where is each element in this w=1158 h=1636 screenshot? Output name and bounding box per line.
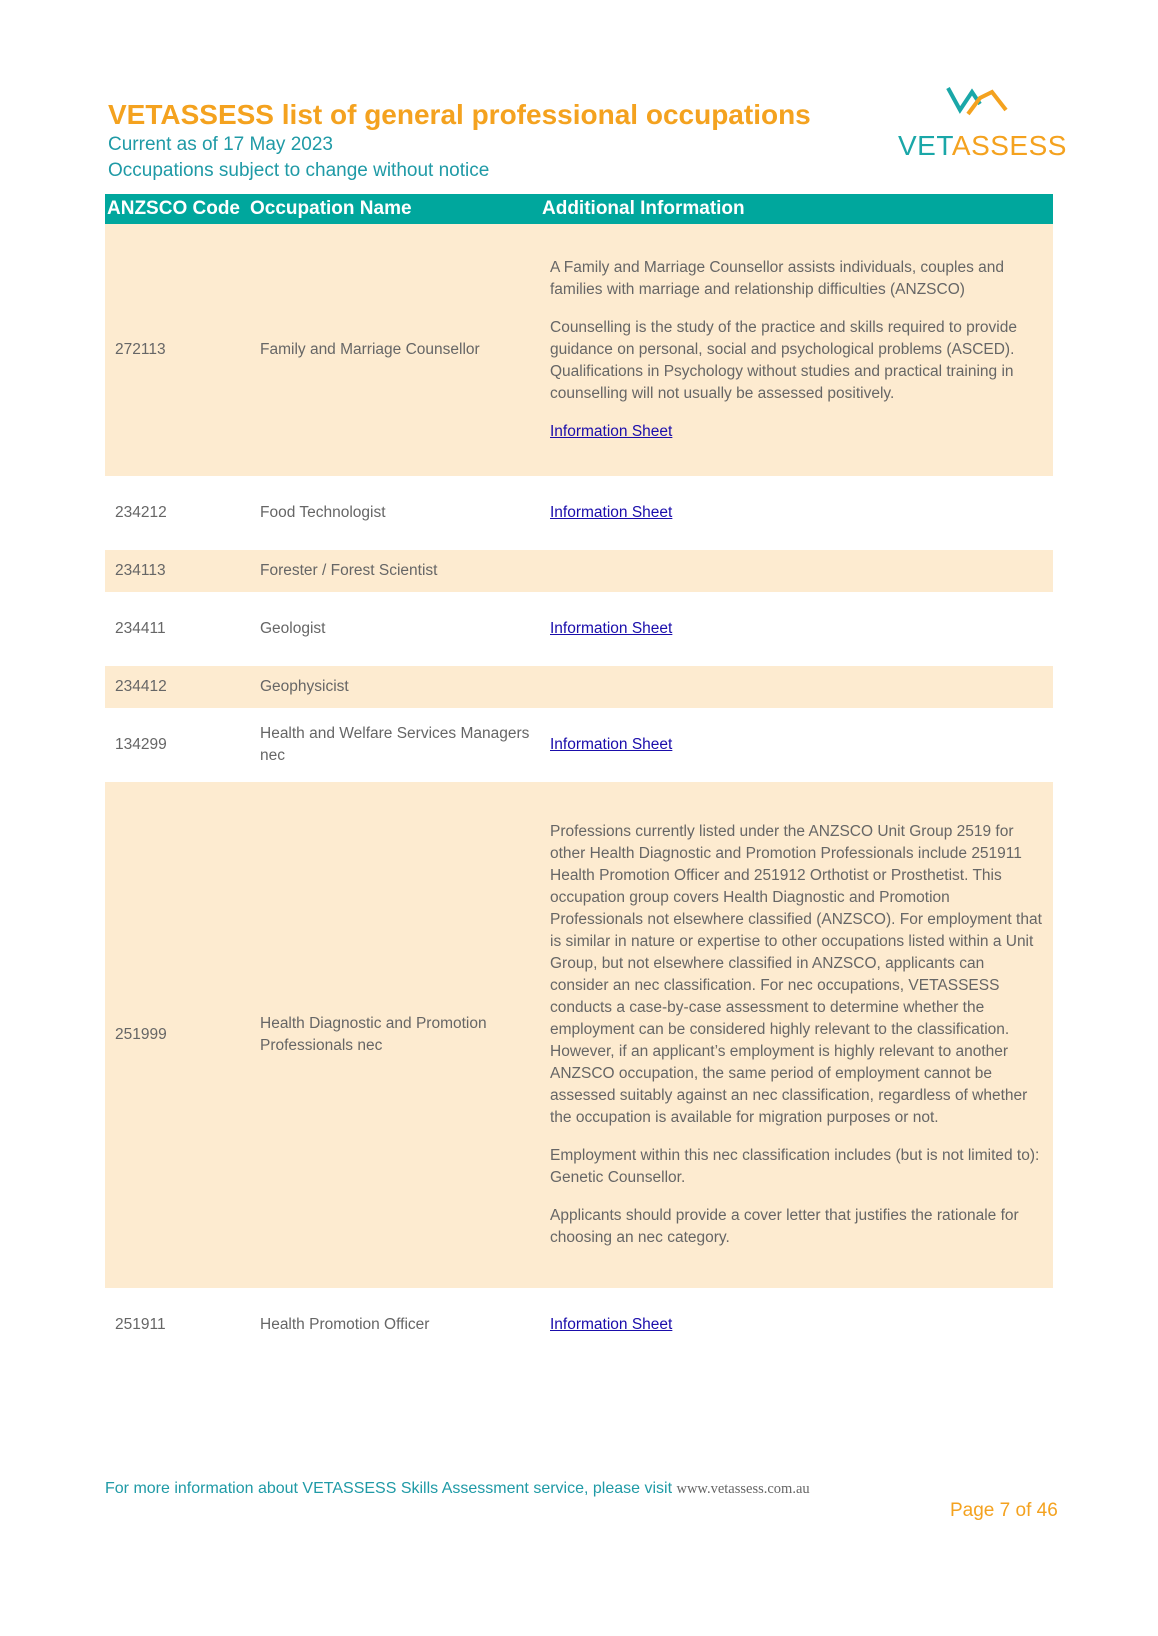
information-sheet-link[interactable]: Information Sheet [550,423,673,440]
additional-info [540,666,1053,708]
occupation-name: Health Promotion Officer [260,1316,430,1333]
additional-info [540,550,1053,592]
logo-chevron-icon [946,84,1008,128]
anzsco-code: 134299 [115,736,167,753]
occupations-table [105,194,1053,1362]
anzsco-code: 234412 [105,666,240,708]
anzsco-code: 251999 [105,782,240,1288]
additional-info [540,1288,1053,1362]
additional-info [540,476,1053,550]
occupation-name: Health and Welfare Services Managers nec [260,725,530,764]
page-number: Page 7 of 46 [950,1500,1058,1521]
information-sheet-link[interactable]: Information Sheet [550,504,673,521]
table-row [105,592,1053,666]
column-header-code: ANZSCO Code [105,194,240,224]
occupation-name: Food Technologist [260,504,386,521]
information-sheet-link[interactable]: Information Sheet [550,620,673,637]
anzsco-code: 234212 [115,504,167,521]
column-header-name: Occupation Name [240,194,540,224]
footer-text: For more information about VETASSESS Skills Assessment service, please visit [105,1480,677,1497]
occupation-name: Forester / Forest Scientist [240,550,540,592]
occupation-name: Geophysicist [240,666,540,708]
table-header-row [105,194,1053,224]
info-paragraph: Professions currently listed under the ANZSCO Unit Group 2519 for other Health Diagnostic and Promotion Professionals include 251911 Health Promotion Officer and 251912 Orthotist or Prosthetist. This occupation group covers Health Diagnostic and Promotion Professionals not elsewhere classified (ANZSCO). For employment that is similar in nature or expertise to other occupations listed within a Unit Group, but not elsewhere classified in ANZSCO, applicants can consider an nec classification. For nec occupations, VETASSESS conducts a case-by-case assessment to determine whether the employment can be considered highly relevant to the classification. However, if an applicant’s employment is highly relevant to another ANZSCO occupation, the same period of employment cannot be assessed suitably against an nec classification, regardless of whether the occupation is available for migration purposes or not. [550,823,1042,1126]
occupation-name: Health Diagnostic and Promotion Professionals nec [240,782,540,1288]
information-sheet-link[interactable]: Information Sheet [550,1316,673,1333]
current-as-of: Current as of 17 May 2023 [108,134,333,155]
footer-url[interactable]: www.vetassess.com.au [676,1481,810,1497]
logo-wordmark: VETASSESS [898,130,1067,161]
document-header [108,98,811,184]
table-row [105,550,1053,592]
table-row [105,782,1053,1288]
additional-info [540,224,1053,476]
anzsco-code: 234113 [105,550,240,592]
info-paragraph: Applicants should provide a cover letter that justifies the rationale for choosing an nec category. [550,1207,1019,1246]
additional-info [540,592,1053,666]
occupation-name: Geologist [260,620,326,637]
information-sheet-link[interactable]: Information Sheet [550,736,673,753]
anzsco-code: 251911 [115,1316,166,1333]
anzsco-code: 234411 [115,620,166,637]
document-title: VETASSESS list of general professional occupations [108,99,811,130]
info-paragraph: Employment within this nec classification includes (but is not limited to): Genetic Counsellor. [550,1147,1040,1186]
table-row [105,1288,1053,1362]
vetassess-logo [898,84,1067,164]
additional-info [540,708,1053,782]
column-header-info: Additional Information [540,194,1053,224]
table-row [105,476,1053,550]
info-paragraph: A Family and Marriage Counsellor assists individuals, couples and families with marriage and relationship difficulties (ANZSCO) [550,259,1005,298]
table-row [105,224,1053,476]
change-notice: Occupations subject to change without notice [108,160,490,181]
occupation-name: Family and Marriage Counsellor [240,224,540,476]
additional-info [540,782,1053,1288]
info-paragraph: Counselling is the study of the practice and skills required to provide guidance on personal, social and psychological problems (ASCED). Qualifications in Psychology without studies and practical training in counselling will not usually be assessed positively. [550,319,1017,402]
footer-note [105,1480,810,1498]
anzsco-code: 272113 [105,224,240,476]
table-row [105,666,1053,708]
table-row [105,708,1053,782]
